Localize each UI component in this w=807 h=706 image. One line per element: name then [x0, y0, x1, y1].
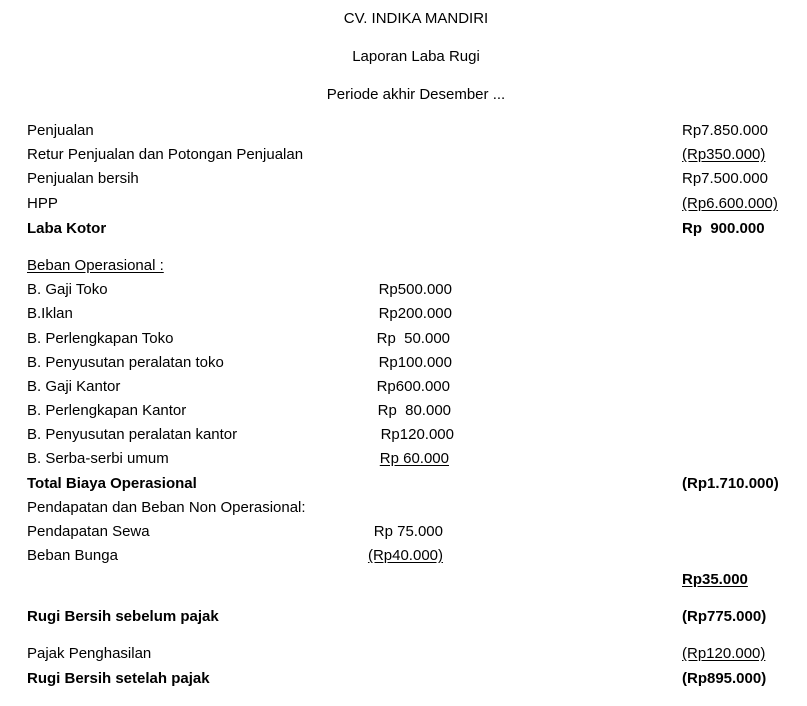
- rugi-sebelum-pajak-value: (Rp775.000): [682, 608, 767, 625]
- expense-label: B. Serba-serbi umum: [27, 450, 169, 467]
- expense-label: B.Iklan: [27, 305, 73, 322]
- retur-label: Retur Penjualan dan Potongan Penjualan: [27, 146, 304, 163]
- expense-value: Rp600.000: [376, 378, 450, 395]
- expense-label: B. Penyusutan peralatan toko: [27, 354, 224, 371]
- expense-label: B. Perlengkapan Kantor: [27, 402, 187, 419]
- pendapatan-sewa-label: Pendapatan Sewa: [27, 523, 150, 540]
- penjualan-bersih-value: Rp7.500.000: [682, 170, 768, 187]
- expense-value: Rp 50.000: [376, 330, 450, 347]
- expense-label: B. Gaji Kantor: [27, 378, 121, 395]
- hpp-label: HPP: [27, 195, 58, 212]
- total-biaya-operasional-value: (Rp1.710.000): [682, 475, 779, 492]
- beban-bunga-value: (Rp40.000): [367, 547, 443, 564]
- expense-value: Rp100.000: [378, 354, 452, 371]
- expense-label: B. Penyusutan peralatan kantor: [27, 426, 238, 443]
- pajak-penghasilan-value: (Rp120.000): [682, 645, 766, 662]
- penjualan-value: Rp7.850.000: [682, 122, 768, 139]
- laba-kotor-value: Rp 900.000: [682, 220, 765, 237]
- rugi-sebelum-pajak-label: Rugi Bersih sebelum pajak: [27, 608, 219, 625]
- total-biaya-operasional-label: Total Biaya Operasional: [27, 475, 197, 492]
- non-operasional-heading: Pendapatan dan Beban Non Operasional:: [27, 499, 306, 516]
- expense-value: Rp200.000: [378, 305, 452, 322]
- beban-operasional-heading: Beban Operasional :: [27, 257, 164, 274]
- expense-label: B. Gaji Toko: [27, 281, 108, 298]
- expense-value: Rp 80.000: [377, 402, 451, 419]
- expense-value: Rp500.000: [378, 281, 452, 298]
- expense-label: B. Perlengkapan Toko: [27, 330, 174, 347]
- rugi-setelah-pajak-value: (Rp895.000): [682, 670, 767, 687]
- pajak-penghasilan-label: Pajak Penghasilan: [27, 645, 152, 662]
- report-title: Laporan Laba Rugi: [352, 48, 480, 65]
- penjualan-bersih-label: Penjualan bersih: [27, 170, 139, 187]
- expense-value: Rp120.000: [380, 426, 454, 443]
- expense-value: Rp 60.000: [379, 450, 449, 467]
- non-operasional-net-value: Rp35.000: [682, 571, 748, 588]
- penjualan-label: Penjualan: [27, 122, 94, 139]
- beban-bunga-label: Beban Bunga: [27, 547, 118, 564]
- report-period: Periode akhir Desember ...: [326, 86, 506, 103]
- rugi-setelah-pajak-label: Rugi Bersih setelah pajak: [27, 670, 210, 687]
- laba-kotor-label: Laba Kotor: [27, 220, 107, 237]
- hpp-value: (Rp6.600.000): [682, 195, 778, 212]
- company-name: CV. INDIKA MANDIRI: [343, 10, 489, 27]
- pendapatan-sewa-value: Rp 75.000: [373, 523, 443, 540]
- retur-value: (Rp350.000): [682, 146, 766, 163]
